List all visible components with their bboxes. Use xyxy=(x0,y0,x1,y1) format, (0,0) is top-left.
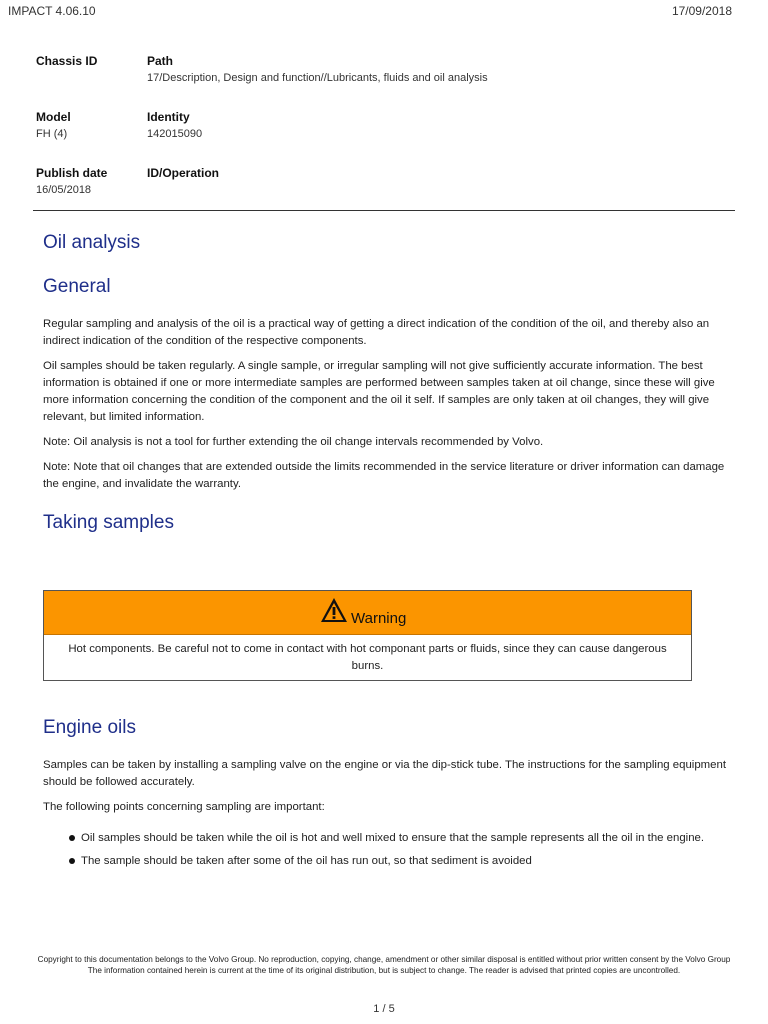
meta-model xyxy=(36,109,146,142)
header-divider xyxy=(33,210,735,211)
note-1: Note: Oil analysis is not a tool for further extending the oil change intervals recommended by Volvo. xyxy=(43,436,544,448)
heading-general: General xyxy=(43,276,111,297)
warning-text: Hot components. Be careful not to come in contact with hot componant parts or fluids, since they can cause dangerous burns. xyxy=(68,643,667,672)
meta-identity xyxy=(147,109,707,142)
meta-label: Path xyxy=(147,54,174,68)
document-title: Oil analysis xyxy=(43,232,141,253)
disclaimer-notice: The information contained herein is current at the time of its original distribution, but is subject to change. The reader is advised that printed copies are uncontrolled. xyxy=(87,966,681,975)
meta-path xyxy=(147,53,707,86)
meta-chassis-id xyxy=(36,53,146,70)
meta-value: 142015090 xyxy=(147,128,203,140)
note-2: Note: Note that oil changes that are extended outside the limits recommended in the service literature or driver information can damage the engine, and invalidate the warranty. xyxy=(43,461,725,490)
bullet-icon xyxy=(69,835,75,841)
meta-publish-date xyxy=(36,165,146,198)
warning-triangle-icon xyxy=(320,597,348,623)
meta-row-3 xyxy=(36,165,736,221)
copyright-notice: Copyright to this documentation belongs to the Volvo Group. No reproduction, copying, change, amendment or other similar disposal is entitled without prior written consent by the Volvo Group xyxy=(37,955,731,964)
meta-label: ID/Operation xyxy=(147,166,220,180)
page-number: 1 / 5 xyxy=(373,1003,395,1015)
warning-box xyxy=(43,590,692,681)
meta-row-2 xyxy=(36,109,736,165)
paragraph-engine-oils-2: The following points concerning sampling are important: xyxy=(43,801,325,813)
app-version: IMPACT 4.06.10 xyxy=(8,4,96,18)
meta-label: Model xyxy=(36,110,71,124)
meta-value: FH (4) xyxy=(36,128,68,140)
meta-label: Chassis ID xyxy=(36,54,98,68)
heading-engine-oils: Engine oils xyxy=(43,717,136,738)
meta-row-1 xyxy=(36,53,736,109)
document-body xyxy=(43,231,733,535)
print-date: 17/09/2018 xyxy=(671,4,732,18)
list-item xyxy=(43,853,733,870)
paragraph-general-1: Regular sampling and analysis of the oil is a practical way of getting a direct indication of the condition of the oil, and thereby also an indirect indication of the condition of the respective components. xyxy=(43,318,710,347)
meta-id-operation xyxy=(147,165,707,182)
bullet-icon xyxy=(69,858,75,864)
engine-oils-section xyxy=(43,716,733,870)
list-item xyxy=(43,830,733,847)
meta-value: 16/05/2018 xyxy=(36,184,92,196)
meta-value: 17/Description, Design and function//Lubricants, fluids and oil analysis xyxy=(147,72,488,84)
list-item-text: Oil samples should be taken while the oil is hot and well mixed to ensure that the sample represents all the oil in the engine. xyxy=(81,832,705,844)
meta-label: Publish date xyxy=(36,166,108,180)
warning-title: Warning xyxy=(351,610,407,627)
page-footer xyxy=(20,954,748,976)
paragraph-general-2: Oil samples should be taken regularly. A single sample, or irregular sampling will not give sufficiently accurate information. The best information is obtained if one or more intermediate samples are performed between samples taken at oil change, since these will give more information concerning the condition of the component and the oil it self. If samples are only taken at oil changes, they will give relevant, but limited information. xyxy=(43,360,715,423)
warning-header xyxy=(44,591,691,635)
paragraph-engine-oils-1: Samples can be taken by installing a sampling valve on the engine or via the dip-stick tube. The instructions for the sampling equipment should be followed accurately. xyxy=(43,759,726,788)
meta-label: Identity xyxy=(147,110,190,124)
page-header xyxy=(0,0,768,22)
list-item-text: The sample should be taken after some of the oil has run out, so that sediment is avoided xyxy=(81,855,532,867)
sampling-points-list xyxy=(43,830,733,870)
heading-taking-samples: Taking samples xyxy=(43,512,174,533)
document-metadata xyxy=(36,53,736,221)
